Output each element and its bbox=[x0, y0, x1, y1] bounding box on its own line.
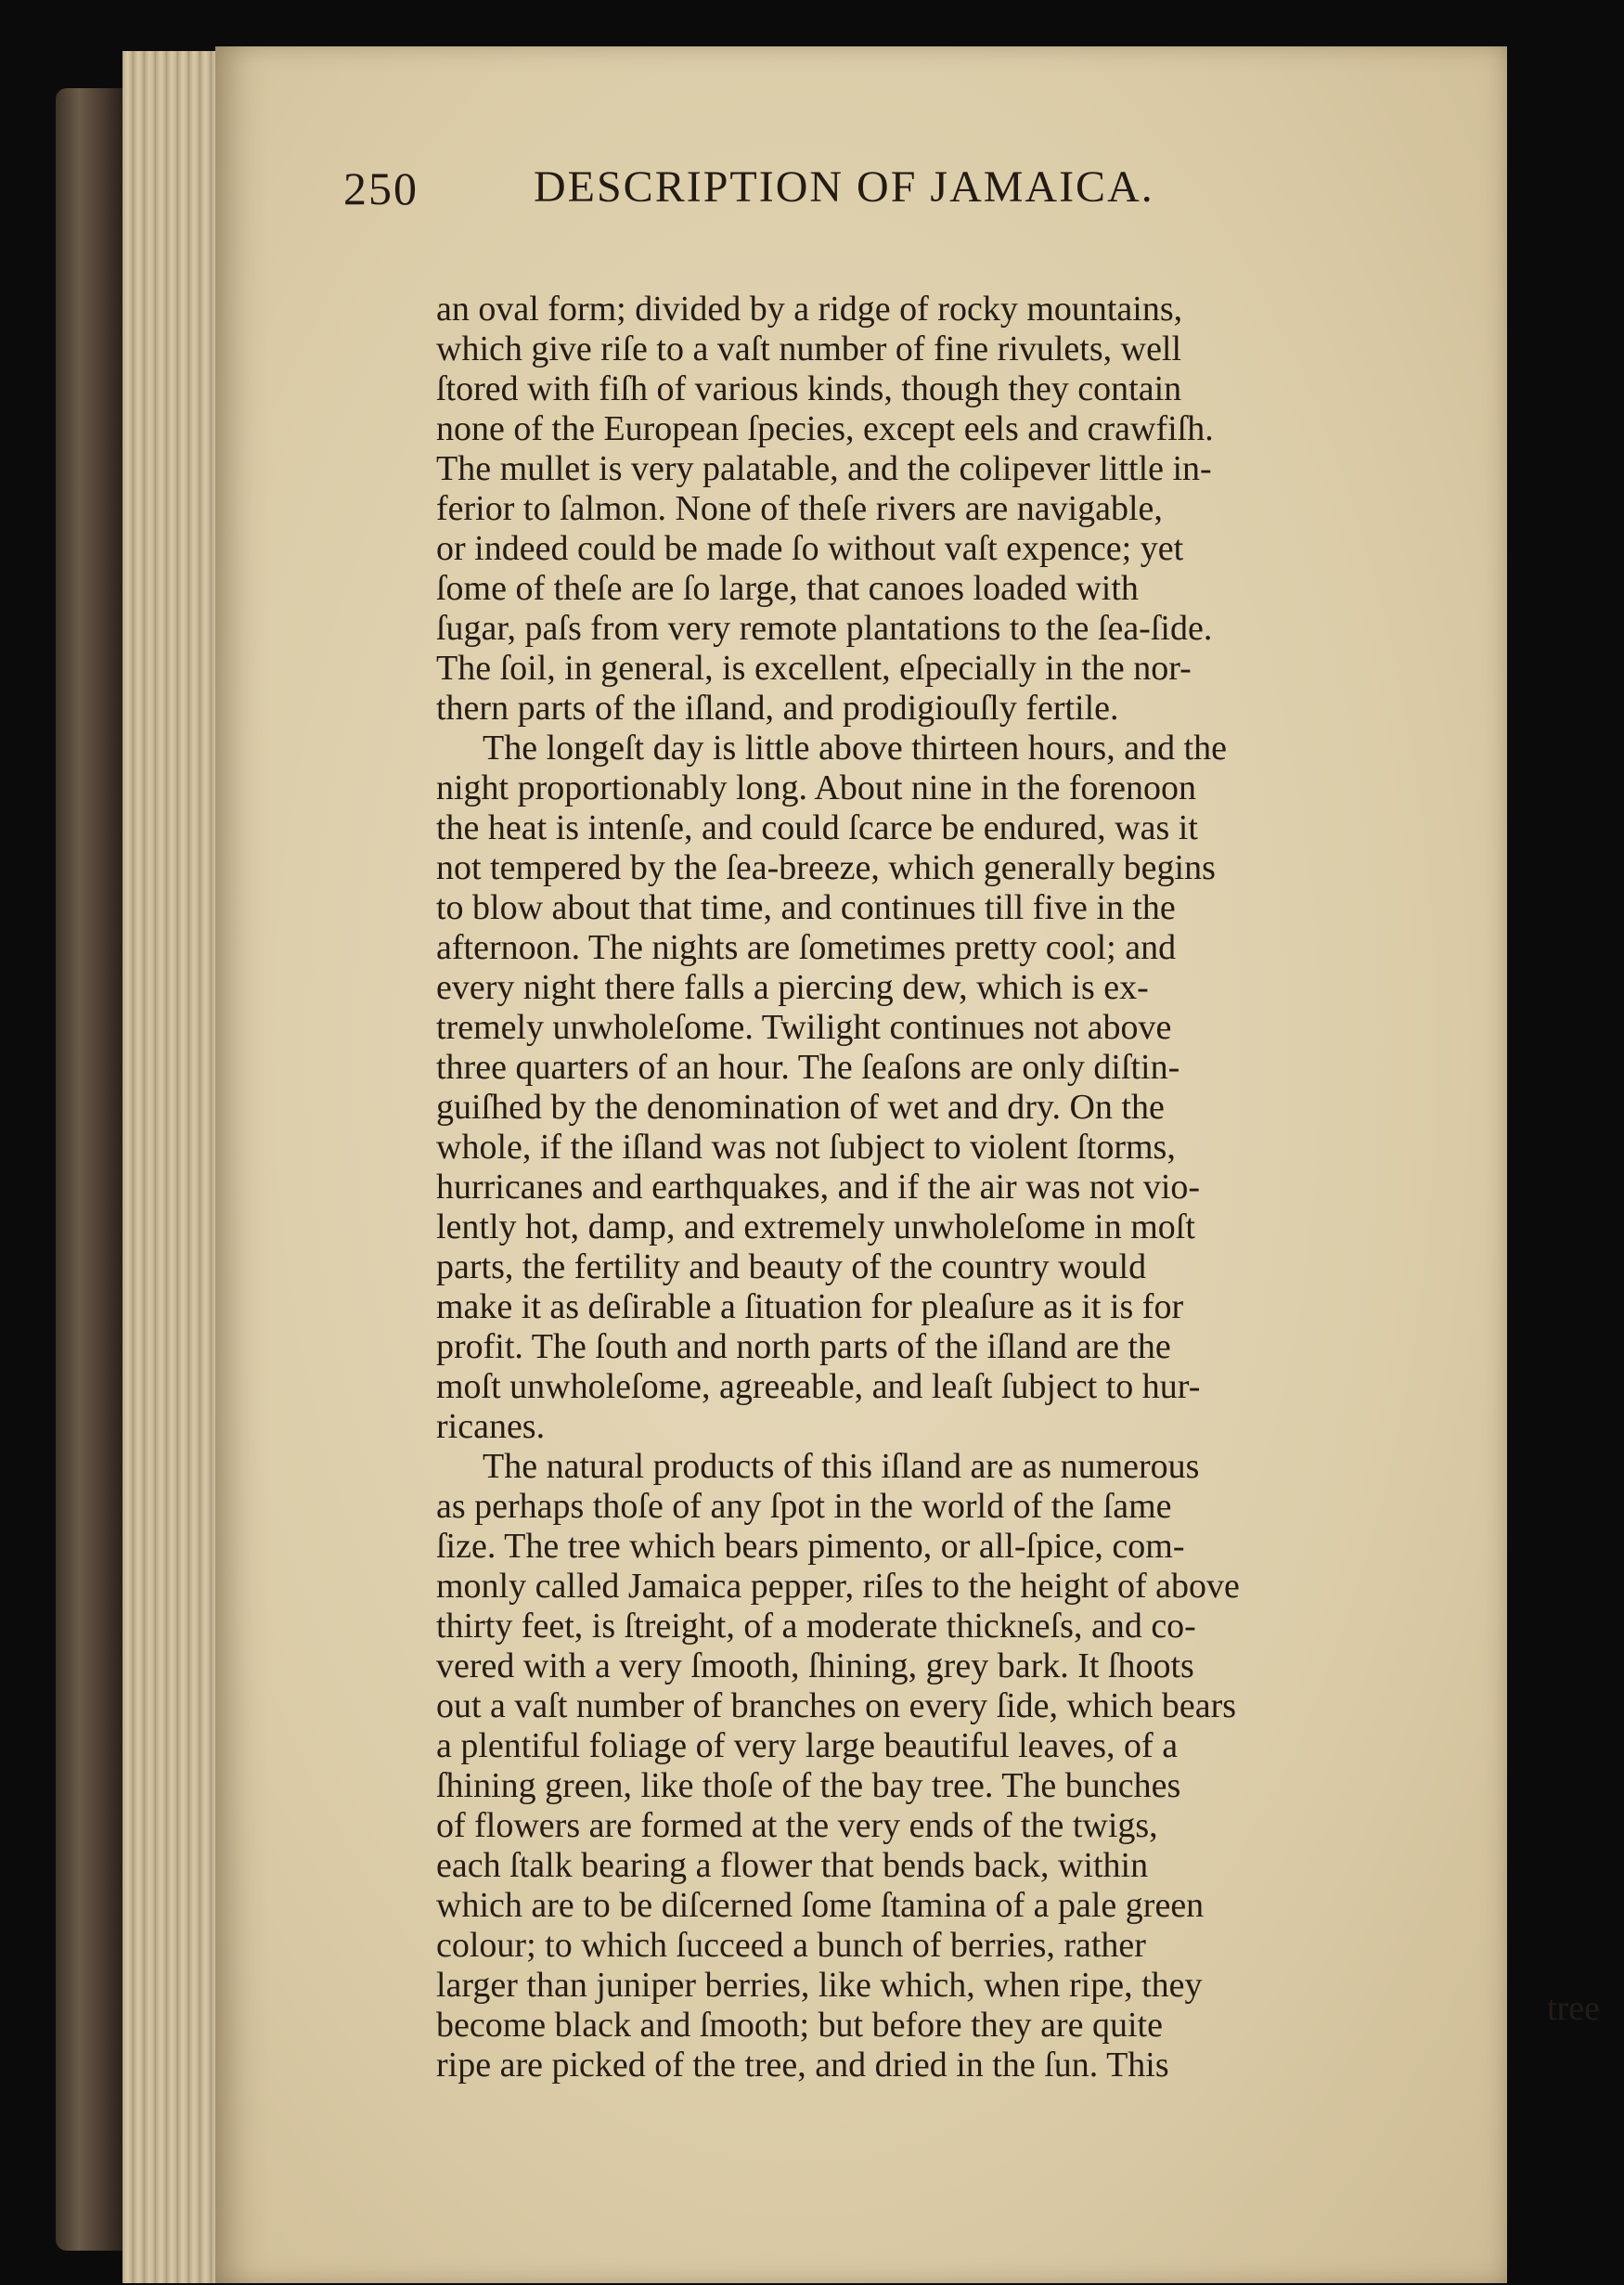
text-line: out a vaſt number of branches on every ſide, which bears bbox=[436, 1686, 1237, 1725]
text-line: ferior to ſalmon. None of theſe rivers are navigable, bbox=[436, 489, 1163, 528]
text-line: whole, if the iſland was not ſubject to violent ſtorms, bbox=[436, 1128, 1176, 1167]
text-line: or indeed could be made ſo without vaſt expence; yet bbox=[436, 529, 1184, 568]
text-line: larger than juniper berries, like which, when ripe, they bbox=[436, 1966, 1203, 2005]
text-line: which are to be diſcerned ſome ſtamina of a pale green bbox=[436, 1886, 1205, 1925]
text-line: not tempered by the ſea-breeze, which generally begins bbox=[436, 848, 1216, 887]
text-line: afternoon. The nights are ſometimes pretty cool; and bbox=[436, 928, 1177, 967]
paragraph bbox=[436, 290, 1624, 729]
page-title: DESCRIPTION OF JAMAICA. bbox=[534, 162, 1154, 212]
text-line: thern parts of the iſland, and prodigiouſly fertile. bbox=[436, 689, 1119, 728]
paragraph bbox=[436, 1447, 1624, 2085]
text-line: make it as deſirable a ſituation for pleaſure as it is for bbox=[436, 1287, 1184, 1326]
text-line: vered with a very ſmooth, ſhining, grey bark. It ſhoots bbox=[436, 1646, 1194, 1685]
text-line: none of the European ſpecies, except eels and crawfiſh. bbox=[436, 409, 1214, 448]
text-line: thirty feet, is ſtreight, of a moderate thickneſs, and co- bbox=[436, 1607, 1196, 1646]
text-line: ricanes. bbox=[436, 1407, 546, 1446]
book-spine bbox=[56, 88, 122, 2251]
text-line: each ſtalk bearing a flower that bends back, within bbox=[436, 1846, 1149, 1885]
paragraph bbox=[436, 729, 1624, 1447]
text-line: an oval form; divided by a ridge of rocky mountains, bbox=[436, 290, 1183, 329]
text-line: profit. The ſouth and north parts of the iſland are the bbox=[436, 1327, 1171, 1366]
text-line: of flowers are formed at the very ends of the twigs, bbox=[436, 1806, 1158, 1845]
page-edges bbox=[122, 51, 225, 2283]
text-line: ſhining green, like thoſe of the bay tree. The bunches bbox=[436, 1766, 1181, 1805]
text-line: become black and ſmooth; but before they are quite bbox=[436, 2006, 1163, 2045]
text-line: guiſhed by the denomination of wet and dry. On the bbox=[436, 1088, 1165, 1127]
catchword: tree bbox=[1547, 1989, 1600, 2028]
text-line: moſt unwholeſome, agreeable, and leaſt ſubject to hur- bbox=[436, 1367, 1201, 1406]
body-text bbox=[436, 290, 1624, 2085]
text-line: as perhaps thoſe of any ſpot in the world of the ſame bbox=[436, 1487, 1172, 1526]
text-line: three quarters of an hour. The ſeaſons are only diſtin- bbox=[436, 1048, 1180, 1087]
text-line: the heat is intenſe, and could ſcarce be endured, was it bbox=[436, 808, 1198, 847]
text-line: The longeſt day is little above thirteen hours, and the bbox=[483, 729, 1228, 768]
text-line: night proportionably long. About nine in the forenoon bbox=[436, 768, 1197, 807]
text-line: which give riſe to a vaſt number of fine rivulets, well bbox=[436, 329, 1182, 368]
text-line: ſugar, paſs from very remote plantations to the ſea-ſide. bbox=[436, 609, 1213, 648]
text-line: a plentiful foliage of very large beautiful leaves, of a bbox=[436, 1726, 1179, 1765]
text-line: monly called Jamaica pepper, riſes to the height of above bbox=[436, 1567, 1240, 1606]
text-line: The mullet is very palatable, and the colipever little in- bbox=[436, 449, 1212, 488]
text-line: every night there falls a piercing dew, which is ex- bbox=[436, 968, 1149, 1007]
text-line: parts, the fertility and beauty of the country would bbox=[436, 1247, 1147, 1286]
text-line: The ſoil, in general, is excellent, eſpecially in the nor- bbox=[436, 649, 1192, 688]
text-line: ſtored with fiſh of various kinds, though they contain bbox=[436, 369, 1182, 408]
text-line: hurricanes and earthquakes, and if the air was not vio- bbox=[436, 1168, 1201, 1207]
book-page bbox=[215, 46, 1600, 2283]
text-line: colour; to which ſucceed a bunch of berries, rather bbox=[436, 1926, 1146, 1965]
text-line: ſome of theſe are ſo large, that canoes loaded with bbox=[436, 569, 1139, 608]
text-line: ſize. The tree which bears pimento, or all-ſpice, com- bbox=[436, 1527, 1185, 1566]
text-line: lently hot, damp, and extremely unwholeſome in moſt bbox=[436, 1207, 1195, 1246]
text-line: The natural products of this iſland are as numerous bbox=[483, 1447, 1200, 1486]
text-line: to blow about that time, and continues till five in the bbox=[436, 888, 1176, 927]
text-line: tremely unwholeſome. Twilight continues not above bbox=[436, 1008, 1172, 1047]
text-line: ripe are picked of the tree, and dried in the ſun. This bbox=[436, 2046, 1169, 2085]
page-number: 250 bbox=[343, 162, 419, 214]
